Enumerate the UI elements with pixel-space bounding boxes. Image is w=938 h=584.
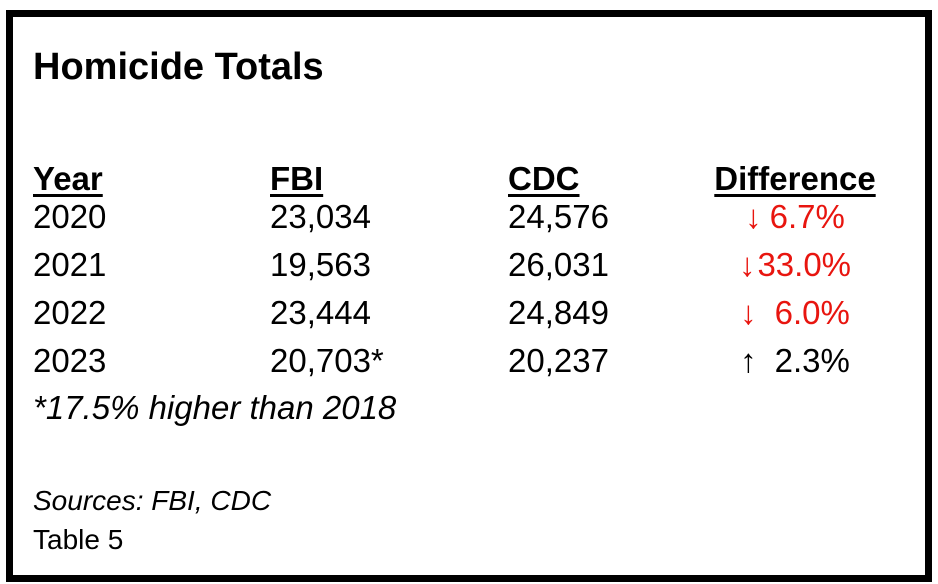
cell-cdc: 26,031 [508, 246, 609, 283]
arrow-up-icon: ↑ [740, 342, 757, 379]
cell-year: 2022 [33, 294, 107, 331]
difference-value: 6.0% [774, 294, 850, 331]
cell-cdc: 24,849 [508, 294, 609, 331]
table-title: Homicide Totals [33, 46, 324, 88]
header-fbi: FBI [270, 160, 324, 197]
footnote: *17.5% higher than 2018 [33, 389, 397, 426]
difference-value: 33.0% [757, 246, 852, 283]
cell-cdc: 20,237 [508, 342, 609, 379]
table-label: Table 5 [33, 524, 124, 555]
header-cdc: CDC [508, 160, 580, 197]
header-year: Year [33, 160, 103, 197]
table-card [6, 10, 932, 582]
difference-value: 2.3% [774, 342, 850, 379]
cell-fbi: 23,444 [270, 294, 371, 331]
cell-difference [699, 341, 891, 381]
arrow-down-icon: ↓ [738, 246, 756, 283]
difference-value: 6.7% [769, 198, 845, 235]
cell-fbi: 20,703* [270, 342, 384, 379]
cell-cdc: 24,576 [508, 198, 609, 235]
cell-fbi: 19,563 [270, 246, 371, 283]
arrow-down-icon: ↓ [745, 198, 762, 235]
cell-year: 2020 [33, 198, 107, 235]
cell-year: 2021 [33, 246, 107, 283]
header-difference: Difference [714, 160, 876, 197]
sources-note: Sources: FBI, CDC [33, 485, 272, 516]
cell-difference [699, 197, 891, 237]
cell-year: 2023 [33, 342, 107, 379]
cell-difference [699, 245, 891, 285]
cell-difference [699, 293, 891, 333]
cell-fbi: 23,034 [270, 198, 371, 235]
arrow-down-icon: ↓ [740, 294, 757, 331]
